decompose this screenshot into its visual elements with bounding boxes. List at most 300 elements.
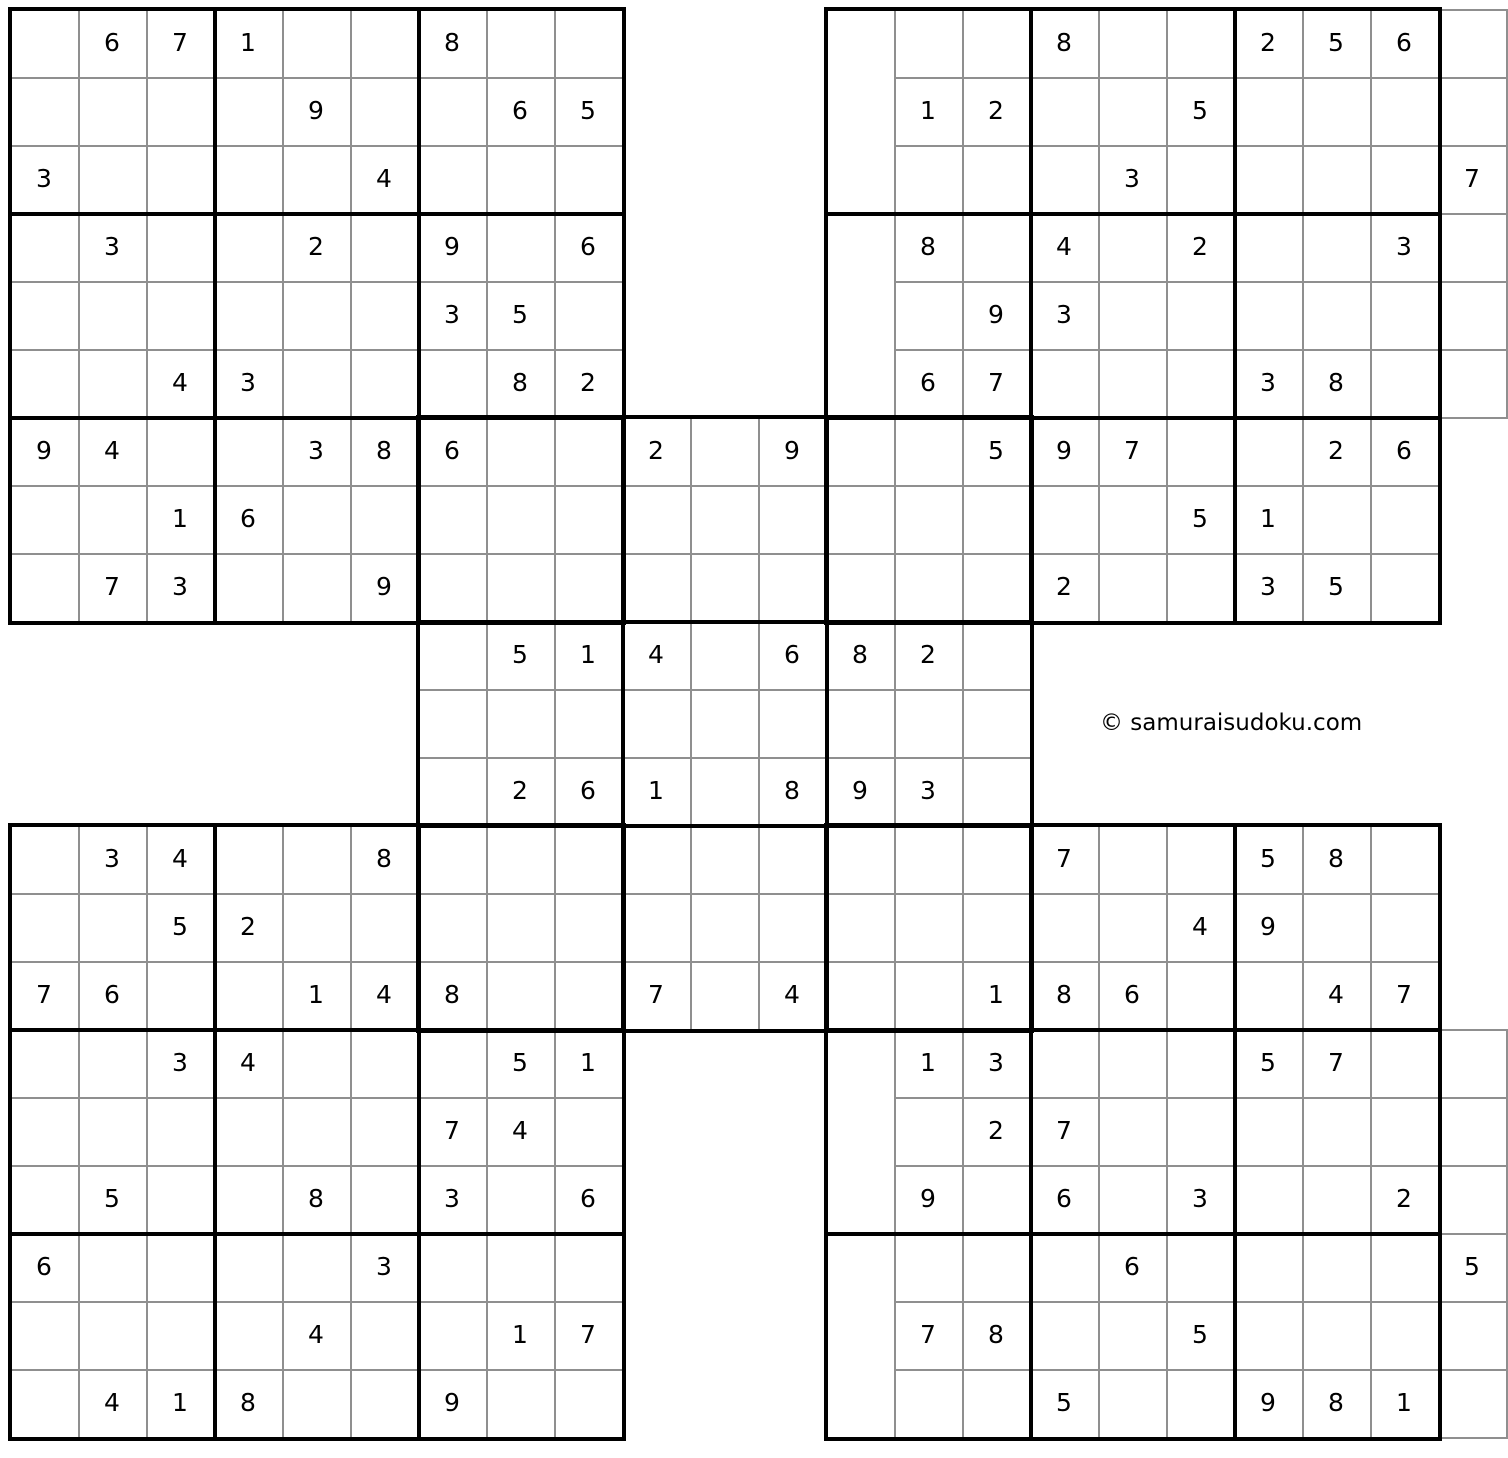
sudoku-cell[interactable] [690, 689, 760, 759]
sudoku-cell[interactable] [418, 893, 488, 963]
sudoku-cell[interactable] [418, 145, 488, 215]
sudoku-cell[interactable] [1166, 961, 1236, 1031]
sudoku-cell[interactable] [962, 757, 1032, 827]
sudoku-cell[interactable] [894, 485, 964, 555]
sudoku-cell[interactable] [486, 9, 556, 79]
sudoku-cell[interactable] [146, 1233, 216, 1303]
sudoku-cell[interactable] [1098, 349, 1168, 419]
sudoku-cell[interactable] [1370, 1097, 1440, 1167]
sudoku-cell[interactable] [894, 1369, 964, 1439]
sudoku-cell[interactable] [1302, 1165, 1372, 1235]
cell-digit: 4 [172, 844, 188, 873]
sudoku-cell[interactable] [622, 689, 692, 759]
sudoku-cell[interactable] [962, 145, 1032, 215]
cell-digit: 7 [172, 28, 188, 57]
sudoku-cell[interactable] [622, 553, 692, 623]
sudoku-cell[interactable] [1370, 553, 1440, 623]
sudoku-cell[interactable] [78, 485, 148, 555]
cell-digit: 8 [376, 844, 392, 873]
cell-digit: 8 [852, 640, 868, 669]
sudoku-cell[interactable] [1098, 825, 1168, 895]
sudoku-cell[interactable] [826, 485, 896, 555]
sudoku-cell[interactable] [962, 689, 1032, 759]
sudoku-cell[interactable] [1438, 9, 1508, 79]
sudoku-cell[interactable] [962, 1369, 1032, 1439]
cell-digit: 2 [988, 1116, 1004, 1145]
cell-digit: 5 [512, 1048, 528, 1077]
cell-digit: 6 [104, 28, 120, 57]
sudoku-cell[interactable] [282, 145, 352, 215]
sudoku-cell[interactable] [350, 213, 420, 283]
sudoku-cell[interactable] [1166, 1369, 1236, 1439]
sudoku-cell[interactable] [214, 961, 284, 1031]
cell-digit: 5 [512, 300, 528, 329]
sudoku-cell[interactable] [1166, 1029, 1236, 1099]
sudoku-cell[interactable] [1370, 145, 1440, 215]
sudoku-cell[interactable] [10, 349, 80, 419]
sudoku-cell[interactable] [486, 1233, 556, 1303]
sudoku-cell[interactable] [350, 1029, 420, 1099]
sudoku-cell[interactable] [1370, 893, 1440, 963]
sudoku-cell[interactable] [214, 1233, 284, 1303]
sudoku-cell[interactable] [1302, 213, 1372, 283]
sudoku-cell[interactable] [1234, 961, 1304, 1031]
sudoku-cell[interactable] [282, 281, 352, 351]
sudoku-cell[interactable] [418, 77, 488, 147]
sudoku-cell[interactable] [894, 1097, 964, 1167]
sudoku-cell[interactable] [1098, 213, 1168, 283]
sudoku-cell[interactable] [1098, 77, 1168, 147]
sudoku-cell[interactable] [1234, 281, 1304, 351]
sudoku-cell[interactable] [622, 825, 692, 895]
sudoku-cell[interactable] [78, 145, 148, 215]
sudoku-cell[interactable] [146, 213, 216, 283]
sudoku-cell[interactable] [554, 145, 624, 215]
cell-digit: 3 [444, 1184, 460, 1213]
sudoku-cell[interactable] [1098, 1301, 1168, 1371]
cell-digit: 3 [104, 232, 120, 261]
sudoku-cell[interactable] [486, 417, 556, 487]
sudoku-cell[interactable] [214, 417, 284, 487]
sudoku-cell[interactable] [214, 145, 284, 215]
sudoku-cell[interactable] [1234, 1301, 1304, 1371]
cell-digit: 4 [240, 1048, 256, 1077]
sudoku-cell[interactable] [1098, 1369, 1168, 1439]
sudoku-cell[interactable] [1098, 9, 1168, 79]
sudoku-cell[interactable] [758, 689, 828, 759]
sudoku-cell[interactable] [826, 689, 896, 759]
sudoku-cell[interactable] [1166, 1097, 1236, 1167]
sudoku-cell[interactable] [1166, 417, 1236, 487]
sudoku-cell[interactable] [146, 1097, 216, 1167]
sudoku-cell[interactable] [1030, 893, 1100, 963]
sudoku-cell[interactable] [554, 417, 624, 487]
sudoku-cell[interactable] [350, 281, 420, 351]
cell-digit: 8 [784, 776, 800, 805]
sudoku-cell[interactable] [1234, 1097, 1304, 1167]
sudoku-cell[interactable] [214, 281, 284, 351]
sudoku-cell[interactable] [418, 1029, 488, 1099]
sudoku-cell[interactable] [418, 1301, 488, 1371]
sudoku-cell[interactable] [1166, 281, 1236, 351]
sudoku-cell[interactable] [78, 1029, 148, 1099]
sudoku-cell[interactable] [962, 485, 1032, 555]
sudoku-cell[interactable] [826, 553, 896, 623]
cell-digit: 6 [580, 776, 596, 805]
sudoku-cell[interactable] [894, 825, 964, 895]
sudoku-cell[interactable] [962, 1165, 1032, 1235]
copyright-notice: © samuraisudoku.com [1100, 710, 1363, 736]
sudoku-cell[interactable] [146, 1301, 216, 1371]
sudoku-cell[interactable] [214, 77, 284, 147]
sudoku-cell[interactable] [10, 1369, 80, 1439]
cell-digit: 2 [512, 776, 528, 805]
sudoku-cell[interactable] [622, 893, 692, 963]
sudoku-cell[interactable] [10, 825, 80, 895]
sudoku-cell[interactable] [1234, 145, 1304, 215]
sudoku-cell[interactable] [1234, 77, 1304, 147]
sudoku-cell[interactable] [418, 621, 488, 691]
cell-digit: 4 [172, 368, 188, 397]
sudoku-cell[interactable] [282, 1029, 352, 1099]
sudoku-cell[interactable] [894, 9, 964, 79]
sudoku-cell[interactable] [78, 77, 148, 147]
sudoku-cell[interactable] [1302, 1301, 1372, 1371]
sudoku-cell[interactable] [1438, 1097, 1508, 1167]
sudoku-cell[interactable] [1438, 281, 1508, 351]
cell-digit: 4 [1328, 980, 1344, 1009]
sudoku-cell[interactable] [554, 1369, 624, 1439]
cell-digit: 6 [512, 96, 528, 125]
cell-digit: 8 [1328, 844, 1344, 873]
sudoku-cell[interactable] [10, 1029, 80, 1099]
sudoku-cell[interactable] [1302, 893, 1372, 963]
sudoku-cell[interactable] [10, 1301, 80, 1371]
cell-digit: 3 [988, 1048, 1004, 1077]
cell-digit: 1 [580, 640, 596, 669]
cell-digit: 1 [920, 1048, 936, 1077]
sudoku-cell[interactable] [1166, 553, 1236, 623]
sudoku-cell[interactable] [1234, 417, 1304, 487]
sudoku-cell[interactable] [690, 553, 760, 623]
cell-digit: 4 [104, 436, 120, 465]
sudoku-cell[interactable] [282, 1369, 352, 1439]
sudoku-cell[interactable] [78, 281, 148, 351]
cell-digit: 6 [580, 232, 596, 261]
sudoku-cell[interactable] [486, 213, 556, 283]
cell-digit: 5 [580, 96, 596, 125]
sudoku-cell[interactable] [1098, 1097, 1168, 1167]
cell-digit: 5 [1328, 28, 1344, 57]
sudoku-cell[interactable] [146, 1165, 216, 1235]
sudoku-cell[interactable] [350, 485, 420, 555]
sudoku-cell[interactable] [282, 485, 352, 555]
sudoku-cell[interactable] [78, 1233, 148, 1303]
sudoku-cell[interactable] [1438, 1165, 1508, 1235]
sudoku-cell[interactable] [1098, 1165, 1168, 1235]
sudoku-cell[interactable] [1166, 349, 1236, 419]
cell-digit: 3 [376, 1252, 392, 1281]
sudoku-cell[interactable] [1098, 485, 1168, 555]
cell-digit: 9 [36, 436, 52, 465]
sudoku-cell[interactable] [690, 757, 760, 827]
cell-digit: 8 [376, 436, 392, 465]
sudoku-cell[interactable] [350, 1301, 420, 1371]
cell-digit: 6 [920, 368, 936, 397]
sudoku-cell[interactable] [1438, 349, 1508, 419]
sudoku-cell[interactable] [10, 77, 80, 147]
sudoku-cell[interactable] [962, 621, 1032, 691]
cell-digit: 6 [784, 640, 800, 669]
sudoku-cell[interactable] [690, 417, 760, 487]
sudoku-cell[interactable] [1438, 77, 1508, 147]
sudoku-cell[interactable] [1302, 485, 1372, 555]
cell-digit: 7 [988, 368, 1004, 397]
sudoku-cell[interactable] [1098, 1029, 1168, 1099]
sudoku-cell[interactable] [826, 961, 896, 1031]
cell-digit: 9 [988, 300, 1004, 329]
cell-digit: 6 [240, 504, 256, 533]
sudoku-cell[interactable] [486, 145, 556, 215]
sudoku-cell[interactable] [1030, 485, 1100, 555]
cell-digit: 2 [1396, 1184, 1412, 1213]
sudoku-cell[interactable] [554, 281, 624, 351]
cell-digit: 8 [920, 232, 936, 261]
cell-digit: 1 [1260, 504, 1276, 533]
cell-digit: 9 [376, 572, 392, 601]
sudoku-cell[interactable] [486, 893, 556, 963]
sudoku-cell[interactable] [962, 213, 1032, 283]
sudoku-cell[interactable] [486, 1369, 556, 1439]
cell-digit: 4 [308, 1320, 324, 1349]
cell-digit: 3 [920, 776, 936, 805]
sudoku-cell[interactable] [554, 689, 624, 759]
sudoku-cell[interactable] [1370, 281, 1440, 351]
sudoku-cell[interactable] [146, 281, 216, 351]
sudoku-cell[interactable] [554, 961, 624, 1031]
sudoku-cell[interactable] [1234, 1165, 1304, 1235]
cell-digit: 7 [36, 980, 52, 1009]
sudoku-cell[interactable] [690, 893, 760, 963]
cell-digit: 3 [172, 1048, 188, 1077]
sudoku-cell[interactable] [350, 1165, 420, 1235]
sudoku-cell[interactable] [1030, 1301, 1100, 1371]
sudoku-cell[interactable] [554, 9, 624, 79]
sudoku-cell[interactable] [486, 1165, 556, 1235]
sudoku-cell[interactable] [1370, 1029, 1440, 1099]
sudoku-cell[interactable] [418, 485, 488, 555]
sudoku-cell[interactable] [1438, 1301, 1508, 1371]
cell-digit: 6 [36, 1252, 52, 1281]
sudoku-cell[interactable] [826, 825, 896, 895]
sudoku-cell[interactable] [1302, 77, 1372, 147]
sudoku-cell[interactable] [350, 349, 420, 419]
sudoku-cell[interactable] [1030, 349, 1100, 419]
sudoku-cell[interactable] [962, 9, 1032, 79]
sudoku-cell[interactable] [962, 553, 1032, 623]
sudoku-cell[interactable] [78, 893, 148, 963]
sudoku-cell[interactable] [894, 1233, 964, 1303]
sudoku-cell[interactable] [894, 689, 964, 759]
sudoku-cell[interactable] [10, 1165, 80, 1235]
sudoku-cell[interactable] [282, 349, 352, 419]
sudoku-cell[interactable] [1302, 1233, 1372, 1303]
sudoku-cell[interactable] [894, 145, 964, 215]
sudoku-cell[interactable] [1438, 1029, 1508, 1099]
sudoku-cell[interactable] [10, 213, 80, 283]
sudoku-cell[interactable] [758, 553, 828, 623]
sudoku-cell[interactable] [282, 825, 352, 895]
sudoku-cell[interactable] [894, 417, 964, 487]
sudoku-cell[interactable] [962, 825, 1032, 895]
cell-digit: 6 [1396, 28, 1412, 57]
cell-digit: 3 [308, 436, 324, 465]
sudoku-cell[interactable] [1370, 77, 1440, 147]
cell-digit: 9 [444, 1388, 460, 1417]
sudoku-cell[interactable] [622, 485, 692, 555]
sudoku-cell[interactable] [10, 893, 80, 963]
sudoku-cell[interactable] [10, 1097, 80, 1167]
sudoku-cell[interactable] [1234, 213, 1304, 283]
cell-digit: 9 [784, 436, 800, 465]
sudoku-cell[interactable] [350, 1369, 420, 1439]
sudoku-cell[interactable] [1098, 893, 1168, 963]
sudoku-cell[interactable] [826, 893, 896, 963]
sudoku-cell[interactable] [1030, 1233, 1100, 1303]
cell-digit: 6 [580, 1184, 596, 1213]
sudoku-cell[interactable] [486, 553, 556, 623]
sudoku-cell[interactable] [1030, 77, 1100, 147]
sudoku-cell[interactable] [350, 1097, 420, 1167]
cell-digit: 7 [1056, 844, 1072, 873]
sudoku-cell[interactable] [1098, 553, 1168, 623]
sudoku-cell[interactable] [418, 689, 488, 759]
cell-digit: 9 [308, 96, 324, 125]
cell-digit: 5 [1056, 1388, 1072, 1417]
sudoku-cell[interactable] [894, 961, 964, 1031]
sudoku-cell[interactable] [1370, 1301, 1440, 1371]
sudoku-cell[interactable] [554, 1233, 624, 1303]
sudoku-cell[interactable] [78, 349, 148, 419]
sudoku-cell[interactable] [214, 825, 284, 895]
sudoku-cell[interactable] [690, 485, 760, 555]
cell-digit: 5 [1260, 1048, 1276, 1077]
sudoku-cell[interactable] [214, 213, 284, 283]
cell-digit: 2 [920, 640, 936, 669]
sudoku-cell[interactable] [1370, 485, 1440, 555]
cell-digit: 5 [1192, 96, 1208, 125]
cell-digit: 3 [240, 368, 256, 397]
sudoku-cell[interactable] [486, 825, 556, 895]
cell-digit: 4 [376, 164, 392, 193]
sudoku-cell[interactable] [758, 825, 828, 895]
sudoku-cell[interactable] [214, 1097, 284, 1167]
sudoku-cell[interactable] [758, 893, 828, 963]
sudoku-cell[interactable] [894, 281, 964, 351]
sudoku-cell[interactable] [1370, 1233, 1440, 1303]
sudoku-cell[interactable] [282, 9, 352, 79]
sudoku-cell[interactable] [282, 1097, 352, 1167]
sudoku-cell[interactable] [554, 1097, 624, 1167]
sudoku-cell[interactable] [690, 621, 760, 691]
sudoku-cell[interactable] [1234, 1233, 1304, 1303]
sudoku-cell[interactable] [350, 9, 420, 79]
sudoku-cell[interactable] [10, 553, 80, 623]
sudoku-cell[interactable] [1438, 1369, 1508, 1439]
sudoku-cell[interactable] [1370, 825, 1440, 895]
sudoku-cell[interactable] [554, 893, 624, 963]
cell-digit: 8 [1328, 368, 1344, 397]
sudoku-cell[interactable] [894, 893, 964, 963]
sudoku-cell[interactable] [10, 485, 80, 555]
sudoku-cell[interactable] [146, 417, 216, 487]
sudoku-cell[interactable] [214, 1301, 284, 1371]
sudoku-cell[interactable] [1166, 1233, 1236, 1303]
sudoku-cell[interactable] [282, 1233, 352, 1303]
sudoku-cell[interactable] [1302, 1097, 1372, 1167]
sudoku-cell[interactable] [78, 1301, 148, 1371]
sudoku-cell[interactable] [350, 77, 420, 147]
sudoku-cell[interactable] [1166, 145, 1236, 215]
cell-digit: 1 [988, 980, 1004, 1009]
sudoku-cell[interactable] [418, 553, 488, 623]
sudoku-cell[interactable] [1166, 825, 1236, 895]
sudoku-cell[interactable] [1030, 1029, 1100, 1099]
sudoku-cell[interactable] [962, 893, 1032, 963]
sudoku-cell[interactable] [486, 689, 556, 759]
sudoku-cell[interactable] [78, 1097, 148, 1167]
sudoku-cell[interactable] [146, 77, 216, 147]
sudoku-cell[interactable] [554, 485, 624, 555]
sudoku-cell[interactable] [826, 417, 896, 487]
sudoku-cell[interactable] [146, 961, 216, 1031]
sudoku-cell[interactable] [758, 485, 828, 555]
sudoku-cell[interactable] [486, 961, 556, 1031]
sudoku-cell[interactable] [418, 825, 488, 895]
cell-digit: 4 [1192, 912, 1208, 941]
sudoku-cell[interactable] [962, 1233, 1032, 1303]
sudoku-cell[interactable] [1370, 349, 1440, 419]
sudoku-cell[interactable] [282, 893, 352, 963]
sudoku-cell[interactable] [1302, 145, 1372, 215]
sudoku-cell[interactable] [690, 825, 760, 895]
sudoku-cell[interactable] [1098, 281, 1168, 351]
sudoku-cell[interactable] [418, 1233, 488, 1303]
sudoku-cell[interactable] [214, 553, 284, 623]
sudoku-cell[interactable] [1438, 213, 1508, 283]
cell-digit: 5 [104, 1184, 120, 1213]
sudoku-cell[interactable] [1030, 145, 1100, 215]
sudoku-cell[interactable] [418, 349, 488, 419]
cell-digit: 2 [1328, 436, 1344, 465]
sudoku-cell[interactable] [690, 961, 760, 1031]
sudoku-cell[interactable] [1302, 281, 1372, 351]
sudoku-cell[interactable] [418, 757, 488, 827]
sudoku-cell[interactable] [350, 893, 420, 963]
sudoku-cell[interactable] [486, 485, 556, 555]
sudoku-cell[interactable] [282, 553, 352, 623]
cell-digit: 1 [308, 980, 324, 1009]
sudoku-cell[interactable] [214, 1165, 284, 1235]
sudoku-cell[interactable] [10, 281, 80, 351]
sudoku-cell[interactable] [146, 145, 216, 215]
sudoku-cell[interactable] [1166, 9, 1236, 79]
sudoku-cell[interactable] [554, 825, 624, 895]
sudoku-cell[interactable] [554, 553, 624, 623]
sudoku-cell[interactable] [894, 553, 964, 623]
sudoku-cell[interactable] [10, 9, 80, 79]
cell-digit: 2 [988, 96, 1004, 125]
